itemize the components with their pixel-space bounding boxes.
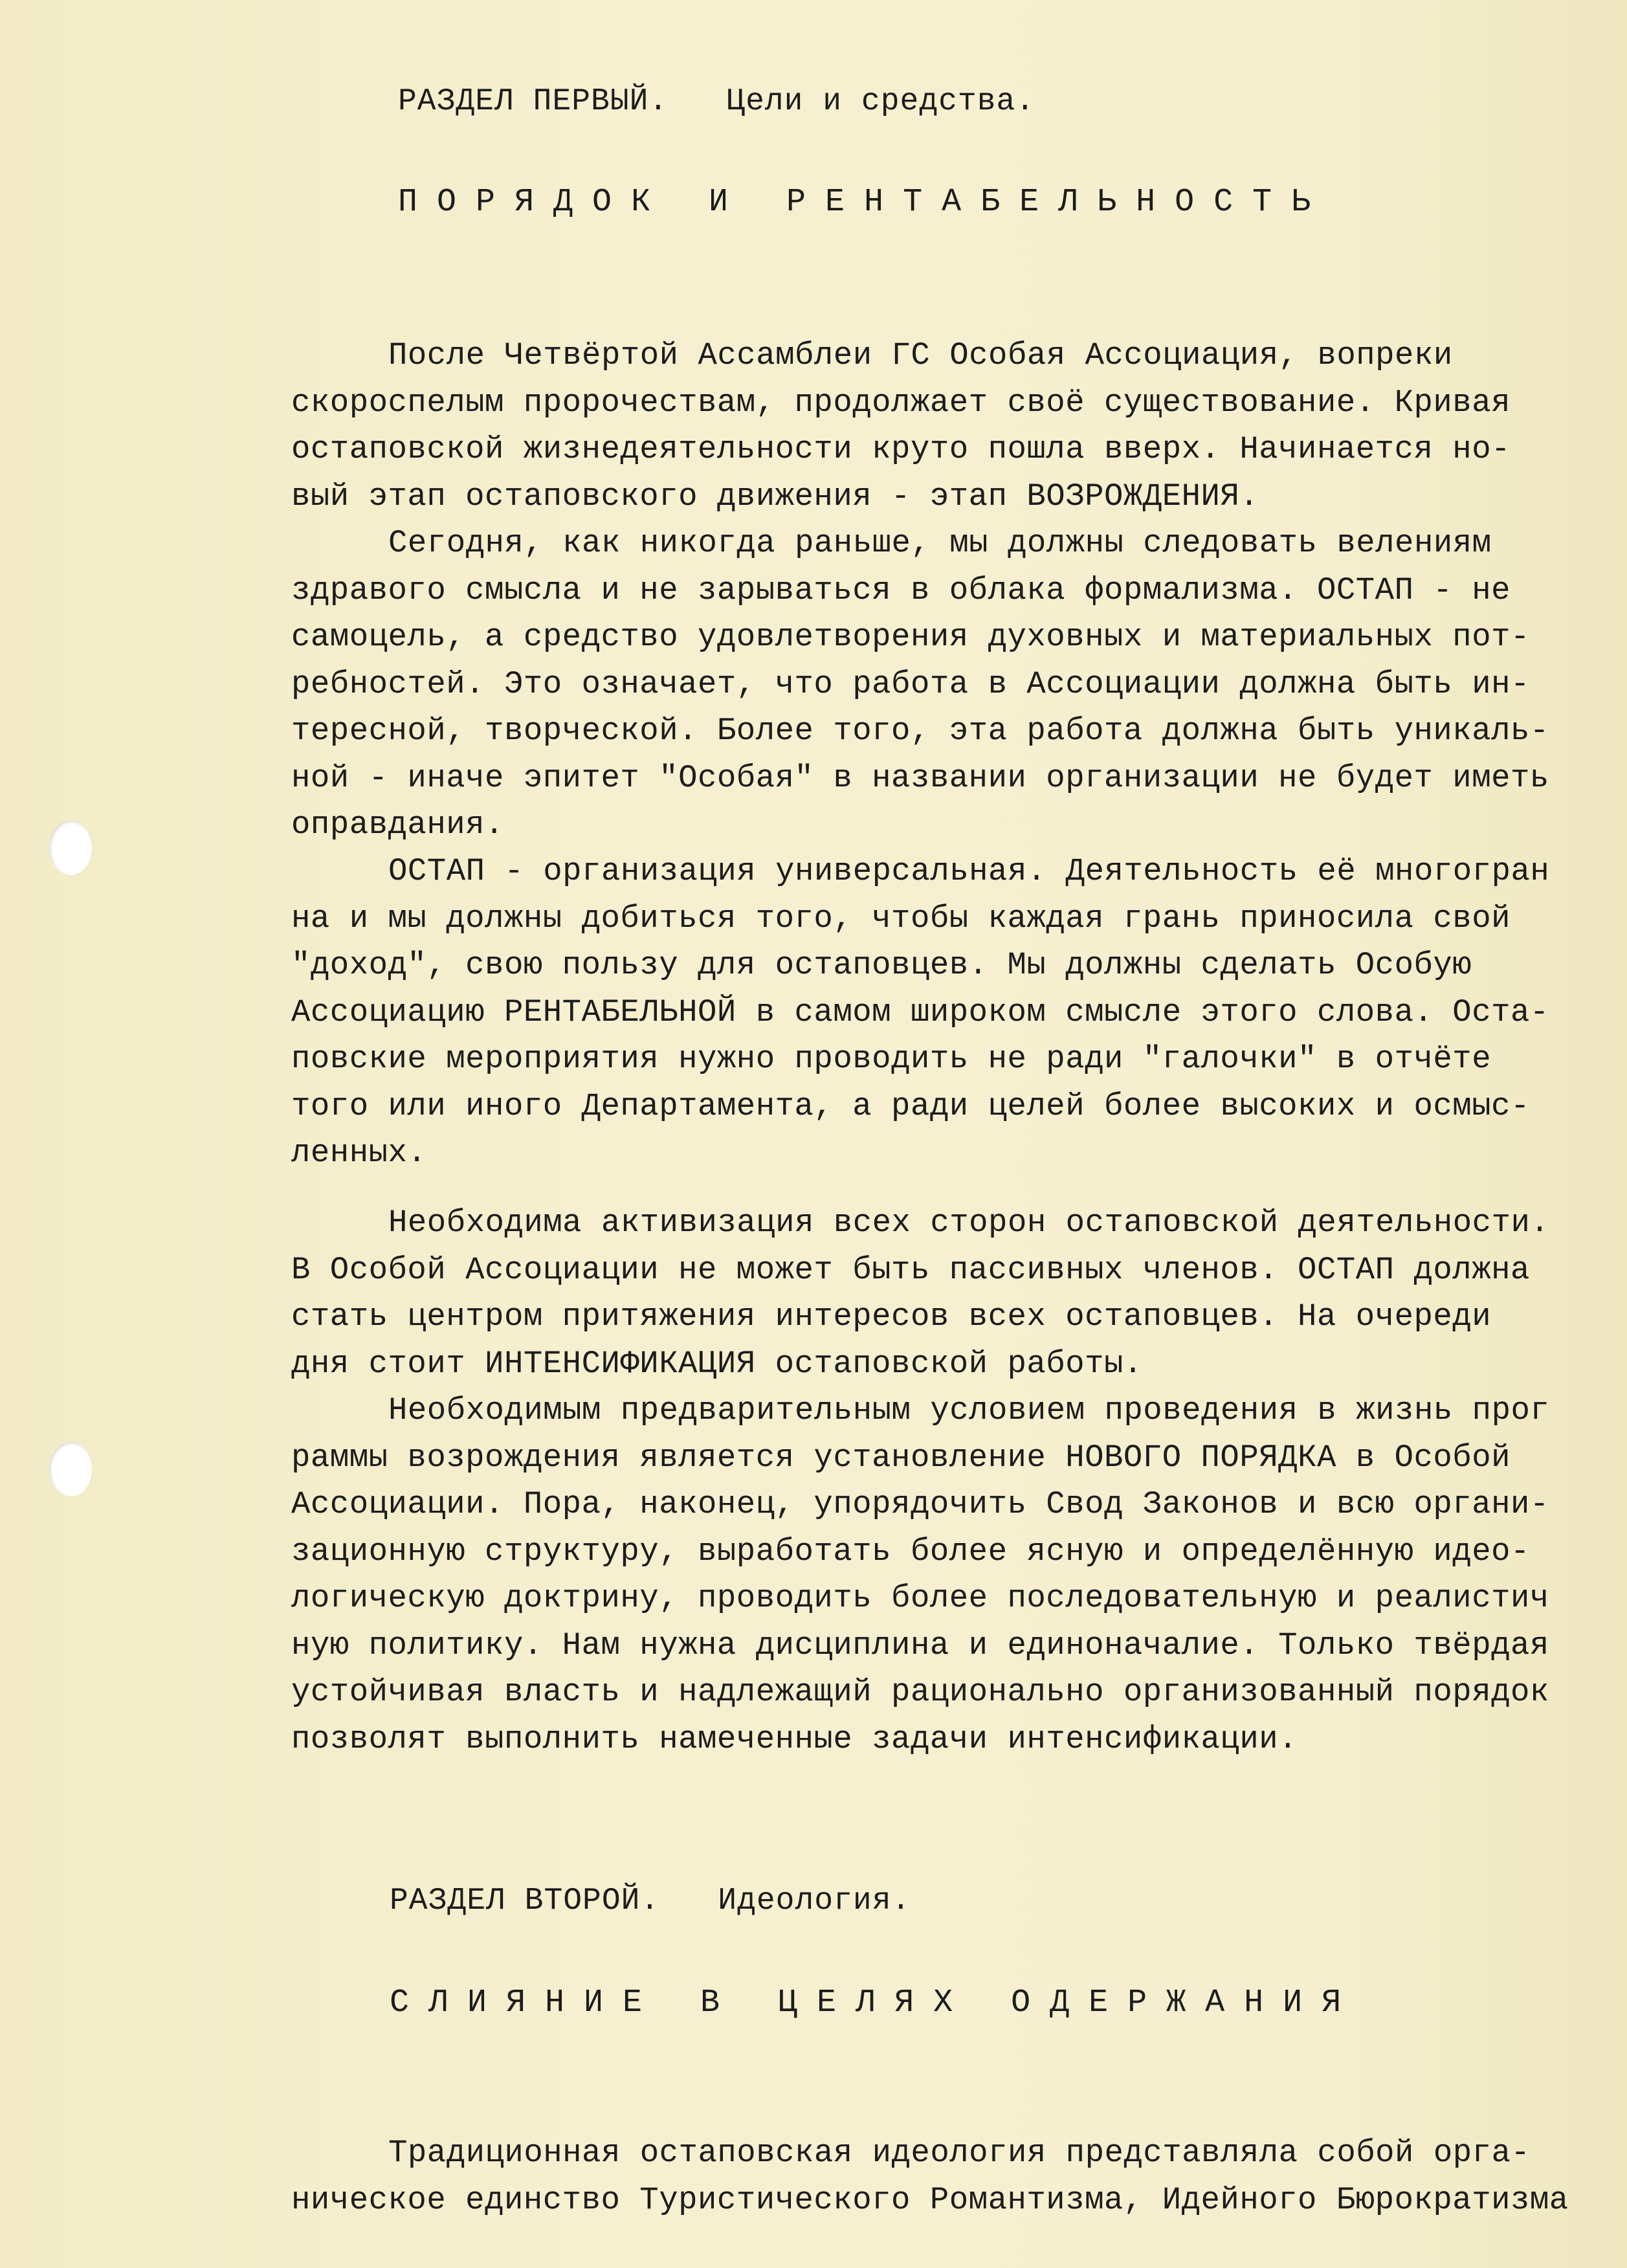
text-line: самоцель, а средство удовлетворения духовных и материальных пот- — [291, 619, 1530, 655]
text-line: Необходимым предварительным условием проведения в жизнь прог — [388, 1392, 1550, 1429]
text-line: ленных. — [291, 1135, 427, 1171]
text-line: раммы возрождения является установление НОВОГО ПОРЯДКА в Особой — [291, 1439, 1511, 1476]
section-two-topic: Идеология. — [718, 1884, 911, 1918]
text-line: После Четвёртой Ассамблеи ГС Особая Ассоциация, вопреки — [388, 337, 1453, 373]
text-line: здравого смысла и не зарываться в облака формализма. ОСТАП - не — [291, 572, 1511, 608]
text-line: Ассоциацию РЕНТАБЕЛЬНОЙ в самом широком смысле этого слова. Оста- — [291, 994, 1549, 1030]
text-line: на и мы должны добиться того, чтобы каждая грань приносила свой — [291, 900, 1511, 937]
section-one-paragraph-4 — [291, 1199, 1602, 1387]
text-line: В Особой Ассоциации не может быть пассивных членов. ОСТАП должна — [291, 1251, 1530, 1288]
section-two-label: РАЗДЕЛ ВТОРОЙ. — [390, 1884, 660, 1918]
section-one-title: ПОРЯДОК И РЕНТАБЕЛЬНОСТЬ — [398, 184, 1331, 221]
text-line: ребностей. Это означает, что работа в Ассоциации должна быть ин- — [291, 665, 1530, 702]
section-one-paragraph-1 — [291, 332, 1602, 520]
text-line: скороспелым пророчествам, продолжает своё существование. Кривая — [291, 384, 1511, 421]
section-two-heading — [390, 1884, 911, 1918]
section-one-label: РАЗДЕЛ ПЕРВЫЙ. — [398, 84, 669, 119]
text-line: "доход", свою пользу для остаповцев. Мы должны сделать Особую — [291, 947, 1472, 983]
text-line: оправдания. — [291, 806, 504, 843]
text-line: ную политику. Нам нужна дисциплина и единоначалие. Только твёрдая — [291, 1627, 1549, 1663]
section-one-paragraph-2 — [291, 520, 1602, 849]
text-line: остаповской жизнедеятельности круто пошла вверх. Начинается но- — [291, 431, 1511, 467]
punch-hole — [49, 821, 92, 875]
text-line: ническое единство Туристического Романтизма, Идейного Бюрократизма — [291, 2181, 1569, 2218]
text-line: того или иного Департамента, а ради целей более высоких и осмыс- — [291, 1087, 1530, 1124]
text-line: вый этап остаповского движения - этап ВОЗРОЖДЕНИЯ. — [291, 478, 1259, 515]
text-line: позволят выполнить намеченные задачи интенсификации. — [291, 1720, 1298, 1757]
text-line: Сегодня, как никогда раньше, мы должны следовать велениям — [388, 525, 1492, 561]
punch-hole — [49, 1442, 92, 1496]
section-one-topic: Цели и средства. — [726, 84, 1035, 119]
section-two-paragraph-1 — [291, 2129, 1602, 2223]
section-one-paragraph-5 — [291, 1387, 1602, 1762]
text-line: ОСТАП - организация универсальная. Деятельность её многогран — [388, 853, 1550, 889]
text-line: устойчивая власть и надлежащий рационально организованный порядок — [291, 1674, 1549, 1710]
text-line: стать центром притяжения интересов всех остаповцев. На очереди — [291, 1298, 1492, 1335]
text-line: Традиционная остаповская идеология представляла собой орга- — [388, 2135, 1531, 2171]
text-line: зационную структуру, выработать более ясную и определённую идео- — [291, 1533, 1530, 1570]
section-one-heading — [398, 84, 1035, 119]
text-line: Необходима активизация всех сторон остаповской деятельности. — [388, 1205, 1550, 1241]
text-line: логическую доктрину, проводить более последовательную и реалистич — [291, 1580, 1549, 1616]
section-two-title: СЛИЯНИЕ В ЦЕЛЯХ ОДЕРЖАНИЯ — [390, 1984, 1361, 2021]
text-line: дня стоит ИНТЕНСИФИКАЦИЯ остаповской работы. — [291, 1345, 1143, 1382]
section-one-paragraph-3 — [291, 848, 1602, 1177]
text-line: ной - иначе эпитет "Особая" в названии организации не будет иметь — [291, 759, 1549, 796]
text-line: тересной, творческой. Более того, эта работа должна быть уникаль- — [291, 713, 1549, 749]
text-line: Ассоциации. Пора, наконец, упорядочить Свод Законов и всю органи- — [291, 1486, 1549, 1522]
text-line: повские мероприятия нужно проводить не ради "галочки" в отчёте — [291, 1041, 1492, 1077]
